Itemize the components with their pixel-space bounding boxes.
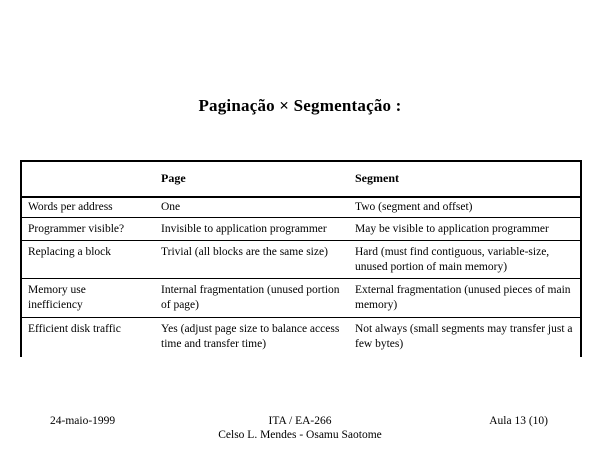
row-4-label: Memory use inefficiency — [28, 284, 86, 311]
row-rule-3 — [22, 278, 580, 279]
footer-course: ITA / EA-266 — [268, 415, 332, 427]
row-rule-2 — [22, 240, 580, 241]
row-3-segment: Hard (must find contiguous, variable-size, unused portion of main memory) — [355, 246, 550, 273]
table-header-rule — [22, 196, 580, 198]
row-1-label: Words per address — [28, 201, 113, 213]
row-1-segment: Two (segment and offset) — [355, 201, 473, 213]
footer-lecture: Aula 13 (10) — [489, 415, 548, 427]
row-4-segment: External fragmentation (unused pieces of main memory) — [355, 284, 571, 311]
row-2-page: Invisible to application programmer — [161, 223, 327, 235]
footer-authors: Celso L. Mendes - Osamu Saotome — [218, 429, 382, 441]
row-rule-1 — [22, 217, 580, 218]
footer-date: 24-maio-1999 — [50, 415, 116, 427]
row-rule-4 — [22, 317, 580, 318]
row-1-page: One — [161, 201, 181, 213]
row-3-page: Trivial (all blocks are the same size) — [161, 246, 328, 258]
row-5-segment: Not always (small segments may transfer just a few bytes) — [355, 323, 573, 350]
row-2-segment: May be visible to application programmer — [355, 223, 549, 235]
row-5-label: Efficient disk traffic — [28, 323, 121, 335]
row-5-page: Yes (adjust page size to balance access time and transfer time) — [161, 323, 340, 350]
header-page: Page — [161, 171, 186, 185]
row-3-label: Replacing a block — [28, 246, 112, 258]
row-2-label: Programmer visible? — [28, 223, 125, 235]
table-top-rule — [22, 160, 580, 162]
comparison-table — [20, 160, 582, 357]
slide-title: Paginação × Segmentação : — [198, 96, 402, 115]
row-4-page: Internal fragmentation (unused portion of page) — [161, 284, 340, 311]
header-segment: Segment — [355, 171, 399, 185]
